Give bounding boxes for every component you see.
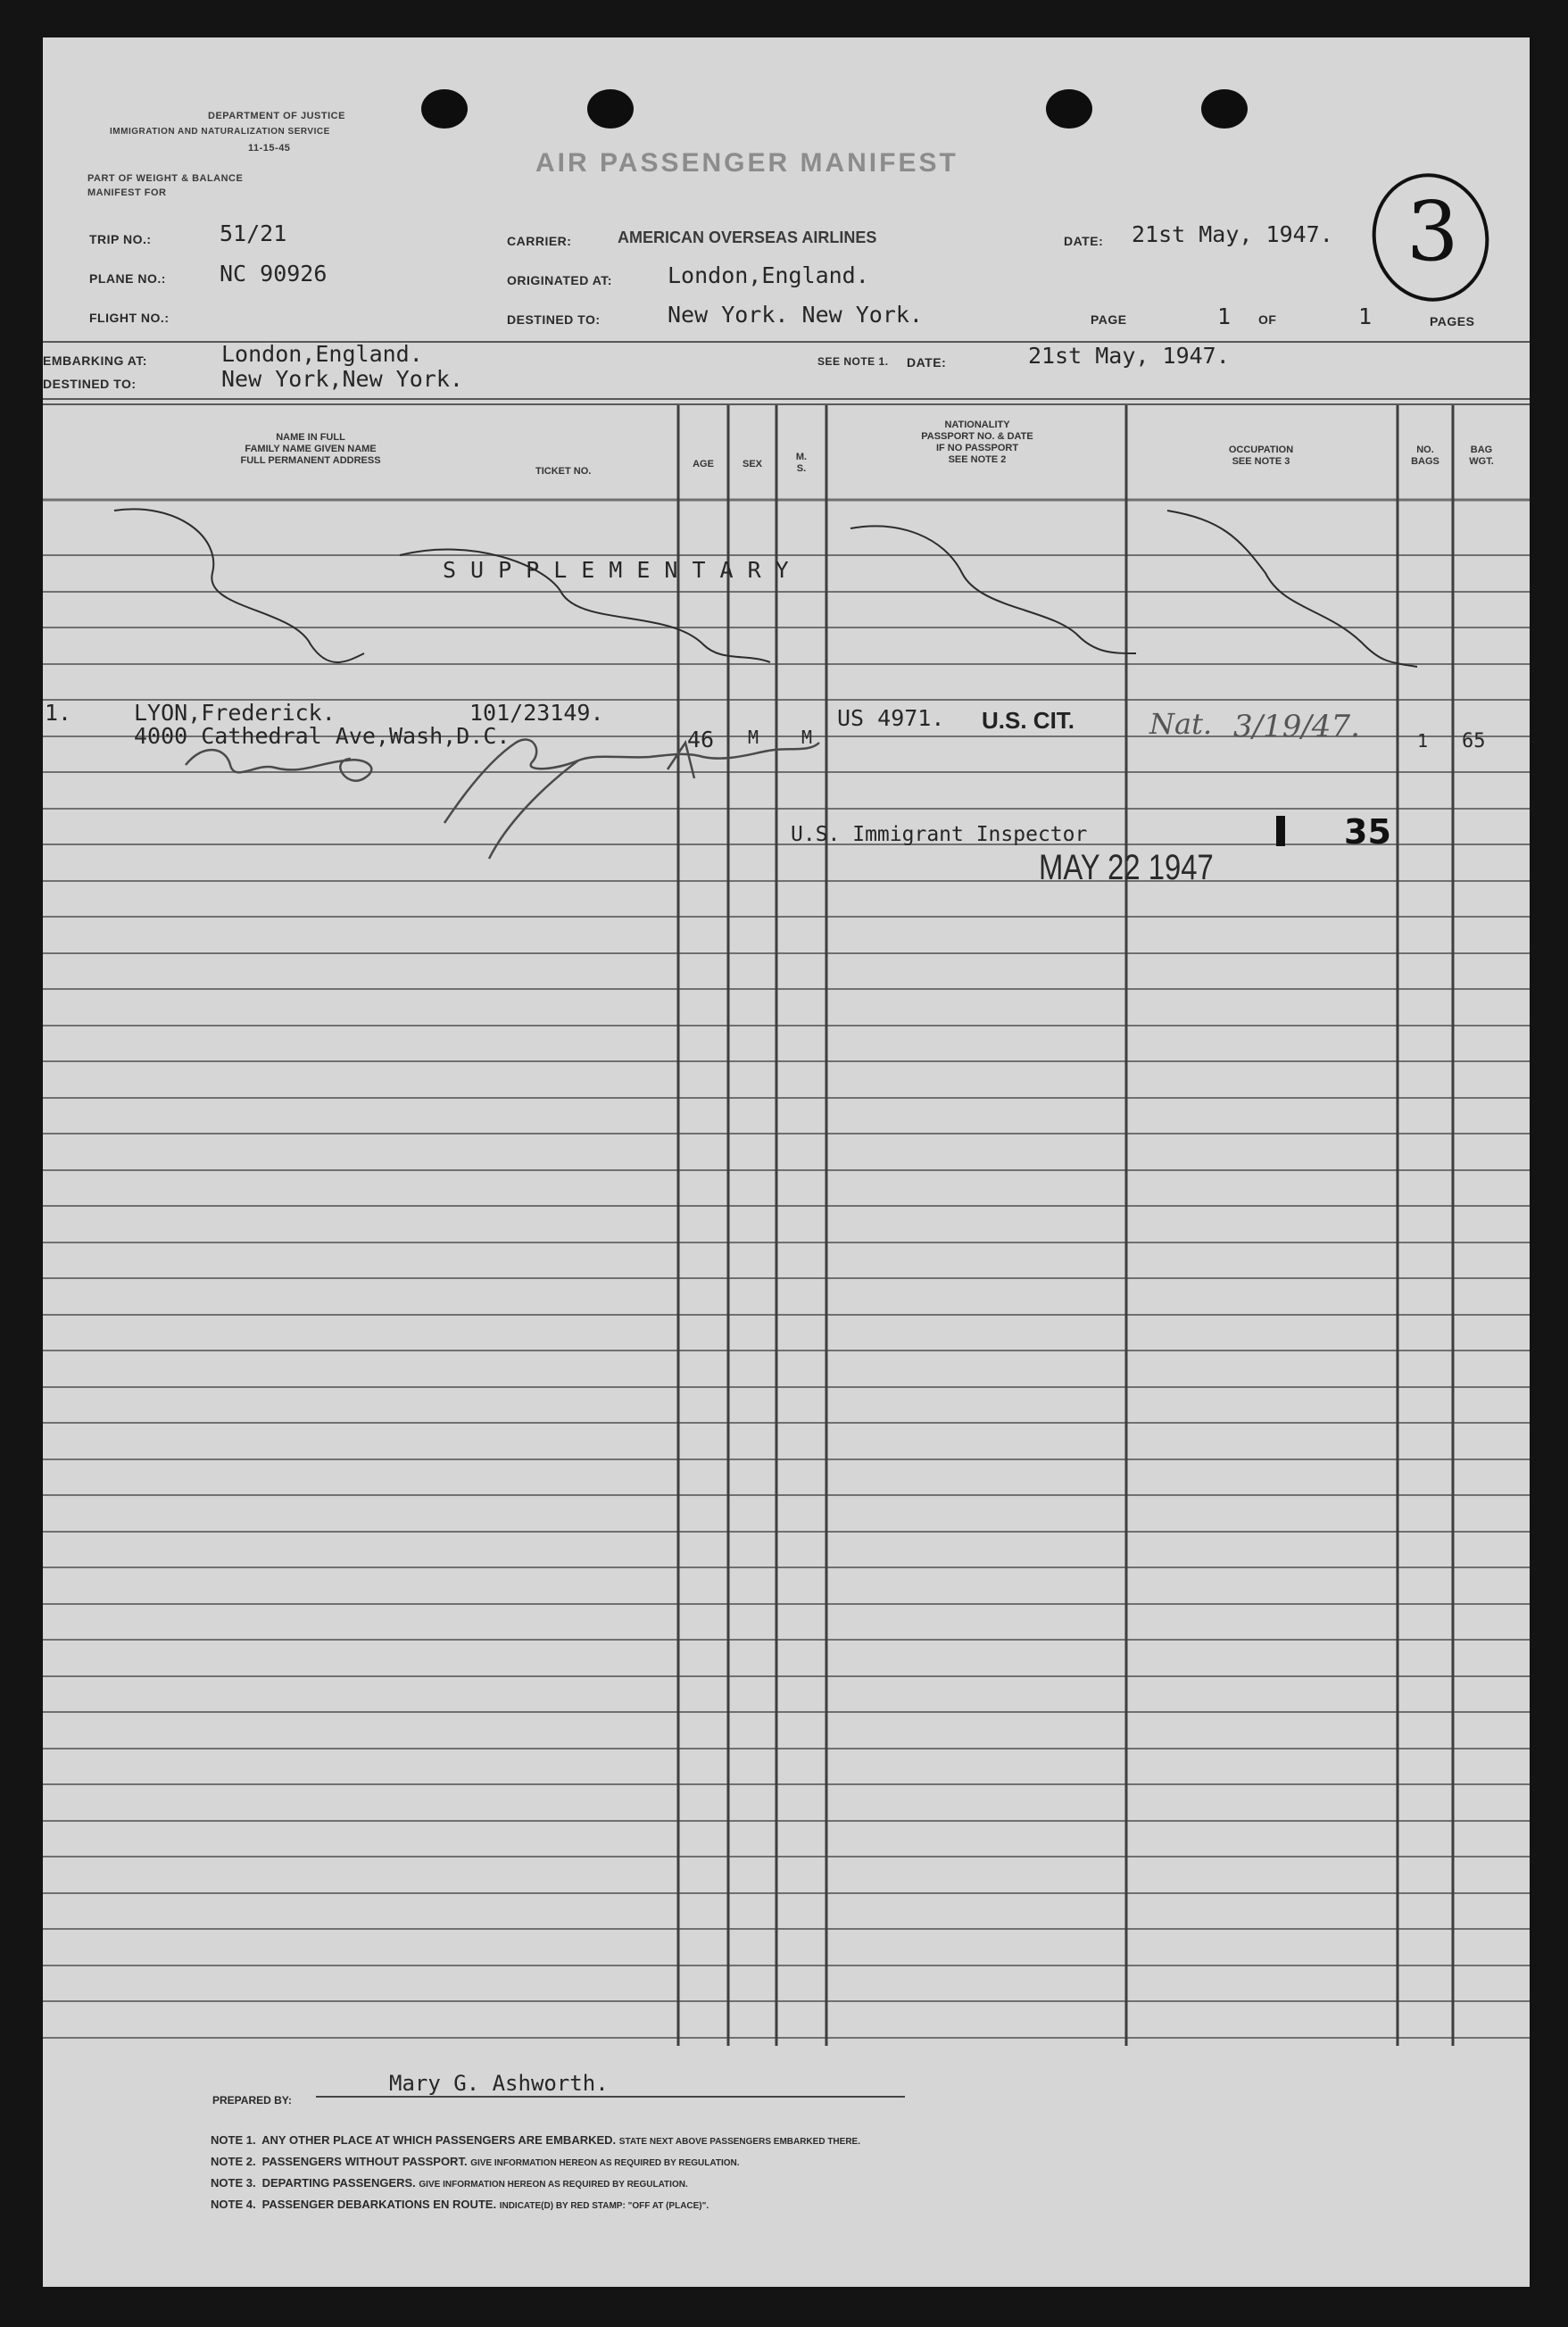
manifest-for-label: MANIFEST FOR bbox=[87, 187, 167, 198]
plane-no: NC 90926 bbox=[220, 261, 328, 287]
note-item: NOTE 1. ANY OTHER PLACE AT WHICH PASSENGERS ARE EMBARKED. STATE NEXT ABOVE PASSENGERS EMBARKED THERE. bbox=[211, 2133, 860, 2147]
agency-line1: DEPARTMENT OF JUSTICE bbox=[208, 111, 345, 121]
passenger-num: 1. bbox=[45, 700, 72, 726]
date-label: DATE: bbox=[1064, 234, 1104, 248]
destined-label: DESTINED TO: bbox=[507, 312, 601, 327]
passenger-name: LYON,Frederick. bbox=[134, 700, 336, 726]
passenger-bags: 1 bbox=[1417, 730, 1429, 752]
carrier: AMERICAN OVERSEAS AIRLINES bbox=[618, 229, 877, 246]
stamp-date: MAY 22 1947 bbox=[1039, 848, 1214, 887]
note-item: NOTE 4. PASSENGER DEBARKATIONS EN ROUTE. INDICATE(D) BY RED STAMP: "OFF AT (PLACE)". bbox=[211, 2198, 709, 2211]
note-item: NOTE 2. PASSENGERS WITHOUT PASSPORT. GIVE INFORMATION HEREON AS REQUIRED BY REGULATION. bbox=[211, 2155, 740, 2168]
prepared-by: Mary G. Ashworth. bbox=[389, 2071, 609, 2096]
part-of-label: PART OF WEIGHT & BALANCE bbox=[87, 173, 244, 184]
notes-list bbox=[211, 2133, 860, 2219]
col-header-ms: M. S. bbox=[795, 452, 808, 474]
inspector-mark bbox=[1276, 816, 1285, 846]
see-note-label: SEE NOTE 1. bbox=[817, 355, 889, 368]
passenger-passport: US 4971. bbox=[837, 705, 945, 731]
passenger-address: 4000 Cathedral Ave,Wash,D.C. bbox=[134, 723, 510, 749]
prepared-label: PREPARED BY: bbox=[212, 2094, 292, 2107]
passenger-citizen: U.S. CIT. bbox=[982, 707, 1075, 734]
embarking-label: EMBARKING AT: bbox=[43, 353, 147, 368]
passenger-weight: 65 bbox=[1462, 730, 1486, 752]
page-no: 1 bbox=[1217, 303, 1232, 329]
embarking: London,England. bbox=[221, 341, 423, 367]
passenger-ticket: 101/23149. bbox=[469, 700, 604, 726]
col-header-sex: SEX bbox=[742, 459, 762, 470]
carrier-label: CARRIER: bbox=[507, 234, 572, 248]
trip-no-label: TRIP NO.: bbox=[89, 232, 152, 246]
col-header-weight: BAG WGT. bbox=[1469, 445, 1494, 467]
destined: New York. New York. bbox=[668, 302, 923, 328]
destined2-label: DESTINED TO: bbox=[43, 377, 137, 391]
col-header-name: NAME IN FULL FAMILY NAME GIVEN NAME FULL PERMANENT ADDRESS bbox=[240, 432, 381, 466]
originated: London,England. bbox=[668, 262, 869, 288]
flight-no-label: FLIGHT NO.: bbox=[89, 311, 170, 325]
passenger-age: 46 bbox=[687, 727, 715, 752]
col-header-occupation: OCCUPATION SEE NOTE 3 bbox=[1228, 445, 1294, 467]
inspector-title: U.S. Immigrant Inspector bbox=[791, 823, 1088, 846]
agency-line2: IMMIGRATION AND NATURALIZATION SERVICE bbox=[110, 127, 330, 137]
passenger-handwritten-note: Nat. bbox=[1149, 707, 1213, 741]
date2-label: DATE: bbox=[907, 355, 947, 370]
manifest-sheet bbox=[43, 37, 1530, 2287]
page-total: 1 bbox=[1358, 303, 1373, 329]
passenger-sex: M bbox=[748, 727, 759, 748]
circled-mark-text: 3 bbox=[1406, 184, 1459, 279]
page-label: PAGE bbox=[1091, 312, 1127, 327]
passenger-handwritten-date: 3/19/47. bbox=[1233, 709, 1360, 744]
note-item: NOTE 3. DEPARTING PASSENGERS. GIVE INFORMATION HEREON AS REQUIRED BY REGULATION. bbox=[211, 2176, 688, 2190]
date2: 21st May, 1947. bbox=[1028, 343, 1230, 369]
destined2: New York,New York. bbox=[221, 366, 463, 392]
passenger-ms: M bbox=[801, 727, 813, 748]
of-label: OF bbox=[1258, 312, 1277, 327]
date-value: 21st May, 1947. bbox=[1132, 221, 1333, 247]
form-date: 11-15-45 bbox=[248, 143, 291, 154]
pages-label: PAGES bbox=[1430, 314, 1475, 328]
col-header-nationality: NATIONALITY PASSPORT NO. & DATE IF NO PASSPORT SEE NOTE 2 bbox=[921, 420, 1033, 465]
originated-label: ORIGINATED AT: bbox=[507, 273, 612, 287]
table-grid bbox=[43, 37, 1530, 2099]
col-header-ticket: TICKET NO. bbox=[535, 466, 592, 477]
page-title: AIR PASSENGER MANIFEST bbox=[535, 148, 958, 178]
trip-no: 51/21 bbox=[220, 220, 287, 246]
prepared-underline bbox=[316, 2096, 905, 2098]
supplementary-label: SUPPLEMENTARY bbox=[443, 557, 803, 583]
col-header-age: AGE bbox=[693, 459, 714, 470]
inspector-number: 35 bbox=[1344, 812, 1391, 852]
plane-no-label: PLANE NO.: bbox=[89, 271, 166, 286]
col-header-bags: NO. BAGS bbox=[1411, 445, 1439, 467]
